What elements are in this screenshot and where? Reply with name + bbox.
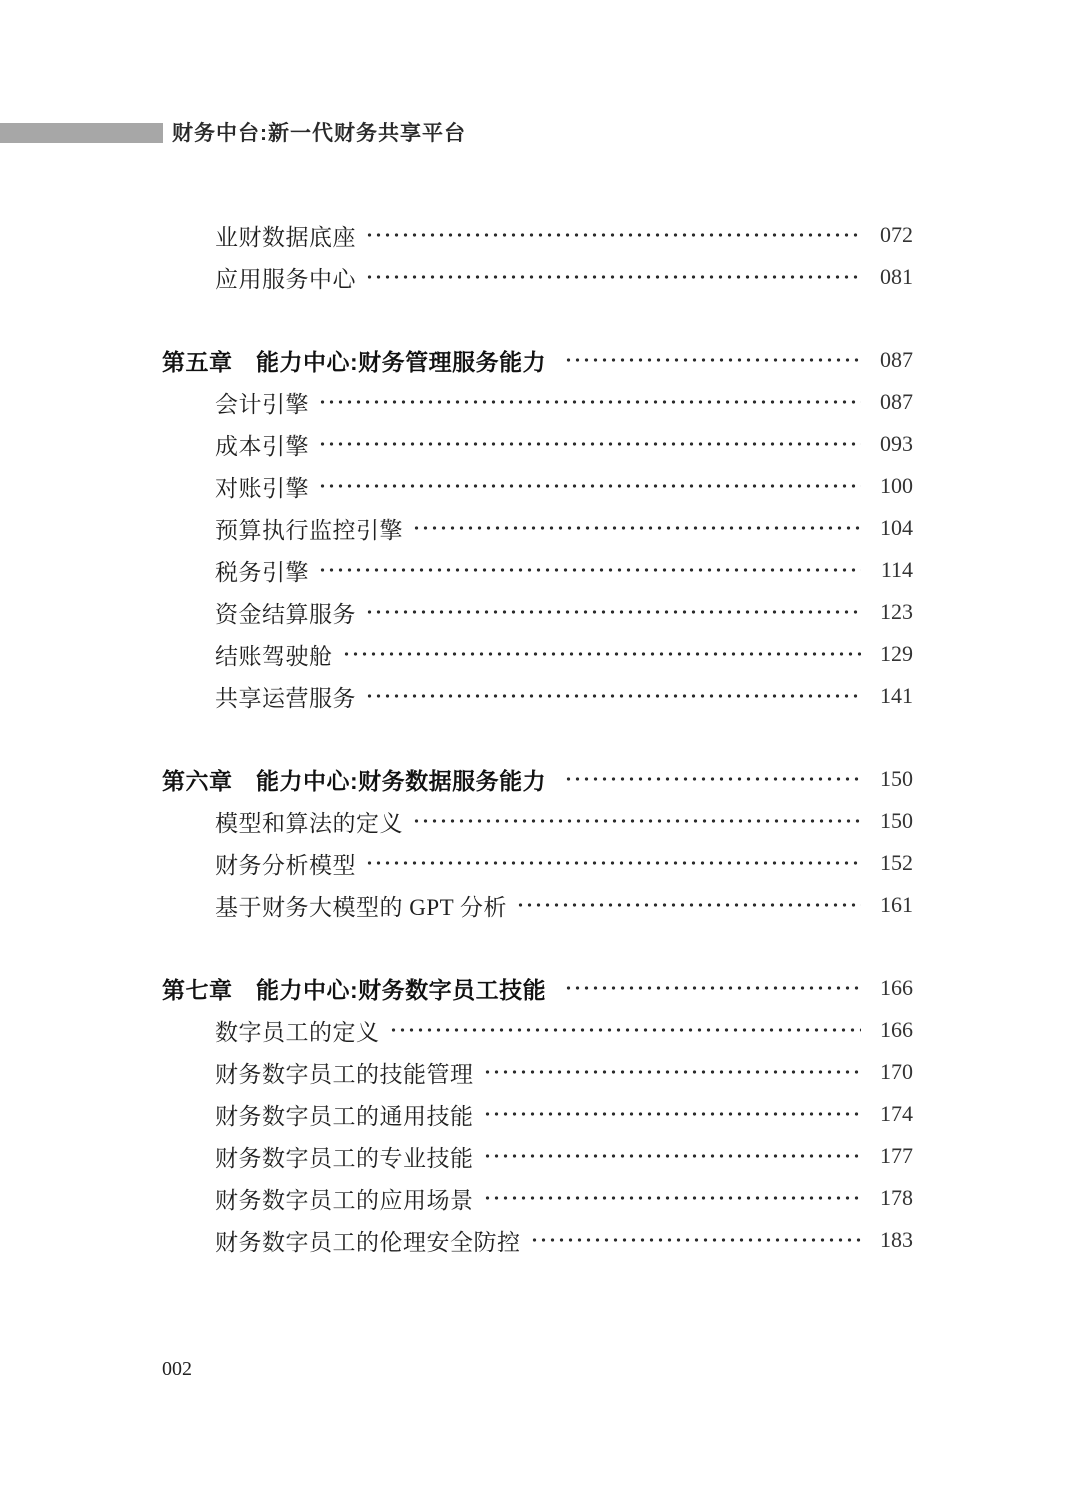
- dot-leader: [412, 819, 861, 823]
- toc-entry-label: 预算执行监控引擎: [215, 517, 403, 543]
- dot-leader: [530, 1238, 862, 1242]
- toc-entry-page: 152: [880, 850, 913, 875]
- toc-entry: [162, 1219, 913, 1261]
- toc-entry: [162, 758, 913, 800]
- toc-entry-page: 178: [880, 1185, 913, 1210]
- toc-entry-label: 数字员工的定义: [215, 1019, 380, 1045]
- toc-entry: [162, 967, 913, 1009]
- dot-leader: [318, 568, 861, 572]
- toc-entry-label: 第五章 能力中心:财务管理服务能力: [162, 348, 547, 375]
- toc-entry: [162, 842, 913, 884]
- dot-leader: [412, 526, 861, 530]
- toc-entry-page: 183: [880, 1227, 913, 1252]
- toc-entry-page: 174: [880, 1101, 913, 1126]
- toc-entry-label: 模型和算法的定义: [215, 810, 403, 836]
- toc-entry-page: 161: [880, 892, 913, 917]
- toc-entry-page: 170: [880, 1059, 913, 1084]
- toc-entry-page: 177: [880, 1143, 913, 1168]
- dot-leader: [389, 1028, 862, 1032]
- toc-entry: [162, 1093, 913, 1135]
- toc-entry-label: 财务分析模型: [215, 852, 356, 878]
- dot-leader: [483, 1154, 862, 1158]
- dot-leader: [564, 358, 861, 362]
- toc-entry-page: 093: [880, 431, 913, 456]
- toc-entry: [162, 423, 913, 465]
- dot-leader: [318, 400, 861, 404]
- toc-entry: [162, 1177, 913, 1219]
- toc-list: [162, 214, 913, 1261]
- toc-entry-page: 081: [880, 264, 913, 289]
- toc-entry-page: 150: [880, 766, 913, 791]
- dot-leader: [365, 694, 861, 698]
- header-decoration-bar: [0, 123, 163, 143]
- dot-leader: [365, 233, 861, 237]
- toc-entry-label: 第七章 能力中心:财务数字员工技能: [162, 976, 547, 1003]
- dot-leader: [365, 861, 861, 865]
- toc-entry-label: 基于财务大模型的 GPT 分析: [215, 894, 508, 920]
- toc-entry-label: 会计引擎: [215, 391, 309, 417]
- toc-entry: [162, 465, 913, 507]
- toc-entry-label: 应用服务中心: [215, 266, 356, 292]
- toc-entry: [162, 214, 913, 256]
- toc-entry-page: 141: [880, 683, 913, 708]
- dot-leader: [483, 1070, 862, 1074]
- toc-entry-label: 共享运营服务: [215, 685, 356, 711]
- toc-entry-page: 114: [880, 557, 913, 582]
- dot-leader: [564, 777, 861, 781]
- toc-entry-page: 087: [880, 347, 913, 372]
- toc-entry: [162, 549, 913, 591]
- toc-entry-label: 第六章 能力中心:财务数据服务能力: [162, 767, 547, 794]
- toc-entry-label: 财务数字员工的专业技能: [215, 1145, 474, 1171]
- toc-entry: [162, 800, 913, 842]
- toc-entry-page: 123: [880, 599, 913, 624]
- dot-leader: [564, 986, 861, 990]
- toc-entry-label: 财务数字员工的应用场景: [215, 1187, 474, 1213]
- toc-entry-page: 072: [880, 222, 913, 247]
- toc-entry: [162, 256, 913, 298]
- dot-leader: [483, 1196, 862, 1200]
- toc-entry: [162, 1051, 913, 1093]
- dot-leader: [365, 275, 861, 279]
- toc-entry-label: 税务引擎: [215, 559, 309, 585]
- running-header-book-title: 财务中台:新一代财务共享平台: [172, 122, 466, 145]
- toc-entry-page: 166: [880, 1017, 913, 1042]
- dot-leader: [483, 1112, 862, 1116]
- toc-entry-label: 业财数据底座: [215, 224, 356, 250]
- toc-entry: [162, 675, 913, 717]
- page-number: 002: [162, 1358, 192, 1380]
- toc-entry-label: 财务数字员工的伦理安全防控: [215, 1229, 521, 1255]
- dot-leader: [365, 610, 861, 614]
- toc-entry-label: 结账驾驶舱: [215, 643, 333, 669]
- toc-entry: [162, 884, 913, 926]
- toc-entry-label: 财务数字员工的技能管理: [215, 1061, 474, 1087]
- toc-entry-page: 166: [880, 975, 913, 1000]
- dot-leader: [516, 903, 861, 907]
- toc-entry-label: 资金结算服务: [215, 601, 356, 627]
- toc-entry: [162, 591, 913, 633]
- toc-entry-page: 104: [880, 515, 913, 540]
- toc-entry-page: 100: [880, 473, 913, 498]
- dot-leader: [318, 484, 861, 488]
- toc-entry-label: 财务数字员工的通用技能: [215, 1103, 474, 1129]
- toc-entry-label: 成本引擎: [215, 433, 309, 459]
- toc-entry-page: 087: [880, 389, 913, 414]
- toc-entry-page: 150: [880, 808, 913, 833]
- toc-entry: [162, 381, 913, 423]
- toc-entry: [162, 1135, 913, 1177]
- toc-entry: [162, 633, 913, 675]
- toc-entry: [162, 1009, 913, 1051]
- toc-entry: [162, 507, 913, 549]
- toc-entry-page: 129: [880, 641, 913, 666]
- dot-leader: [342, 652, 862, 656]
- toc-entry-label: 对账引擎: [215, 475, 309, 501]
- toc-entry: [162, 339, 913, 381]
- dot-leader: [318, 442, 861, 446]
